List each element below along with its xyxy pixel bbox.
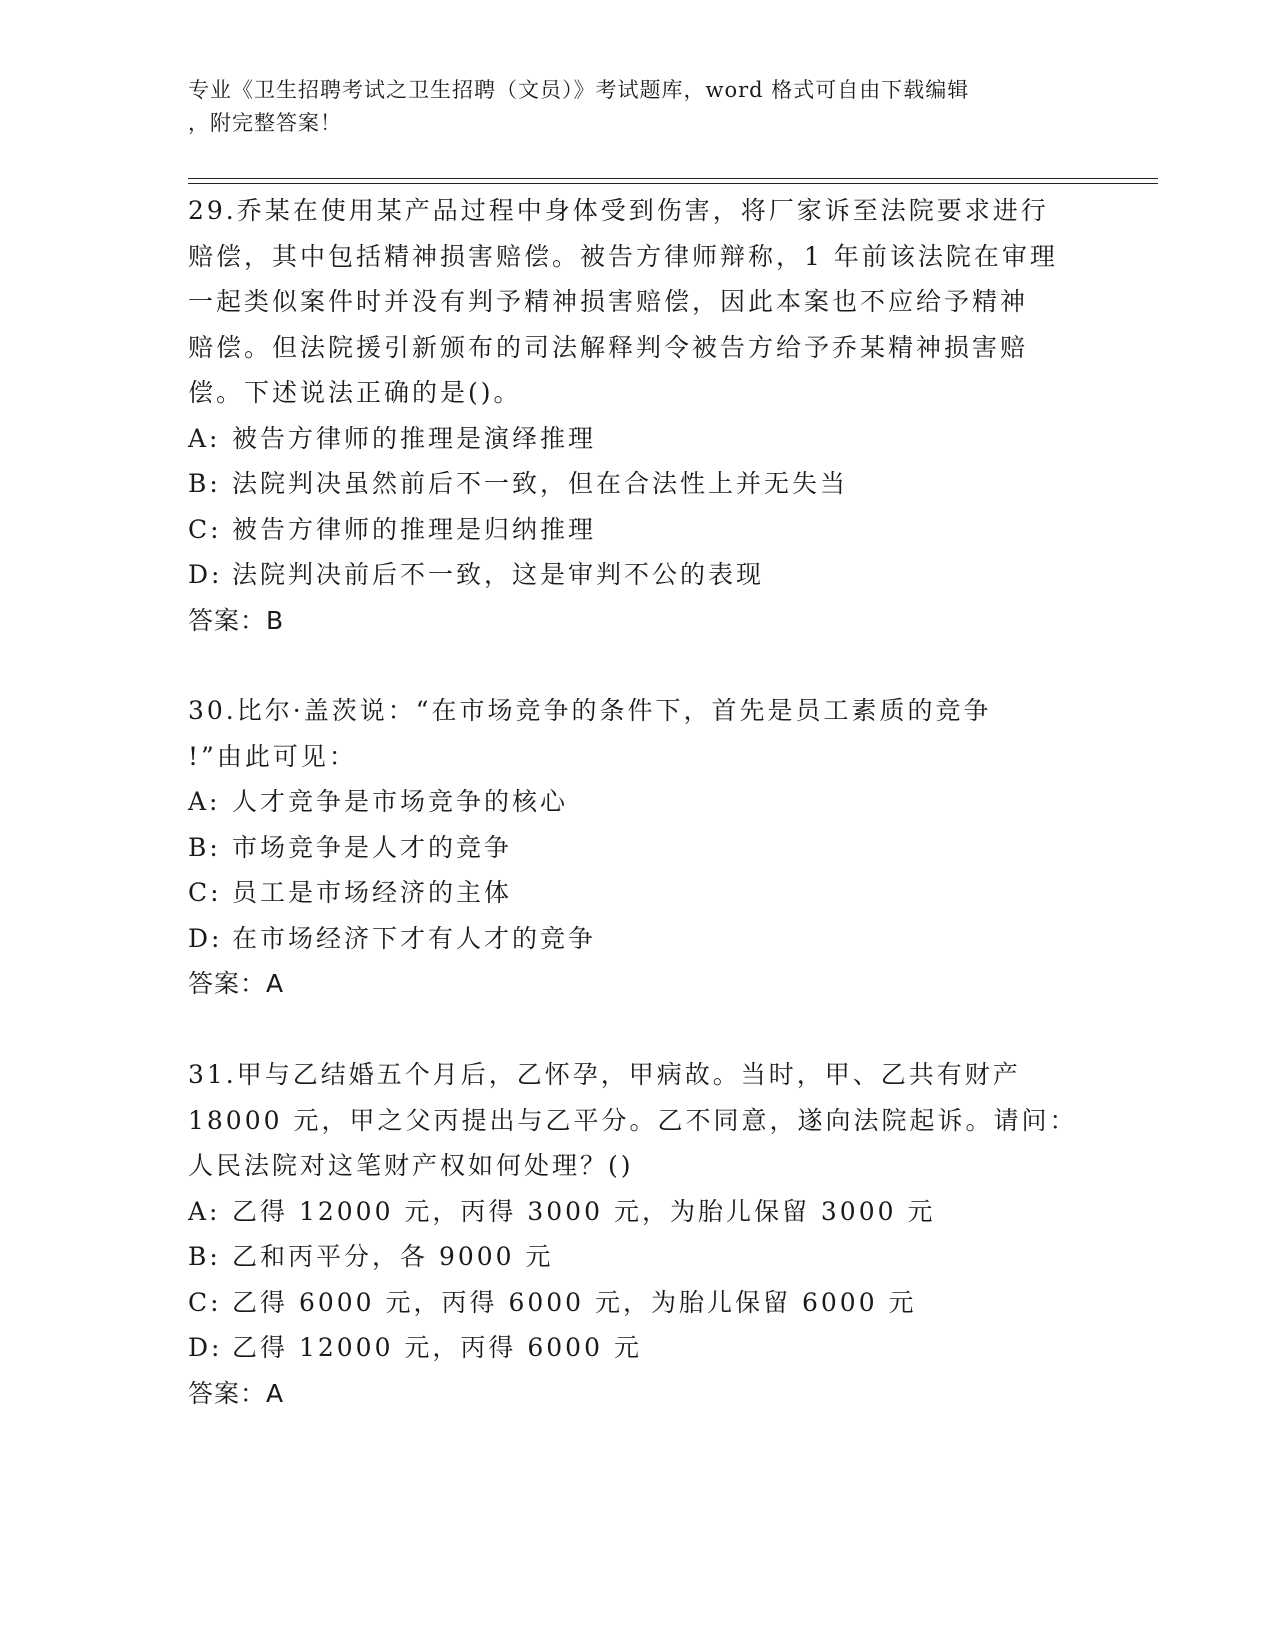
question-stem-line: 赔偿，其中包括精神损害赔偿。被告方律师辩称，1 年前该法院在审理 [188,241,1058,271]
option-text: 乙得 12000 元，丙得 6000 元 [232,1333,642,1362]
option-a [188,416,1088,462]
option-text: 乙和丙平分，各 9000 元 [232,1242,554,1271]
option-a [188,1189,1088,1235]
option-text: 法院判决虽然前后不一致，但在合法性上并无失当 [232,469,849,498]
option-key: D: [188,560,223,589]
option-key: A: [188,1196,221,1226]
option-text: 人才竞争是市场竞争的核心 [232,787,569,816]
answer-line: 答案：A [188,969,285,998]
header-line-2: ，附完整答案！ [188,111,342,135]
option-key: B: [188,1242,221,1271]
question-stem-line: !”由此可见： [188,741,357,771]
option-key: B: [188,469,221,498]
question-number: 30. [188,696,237,725]
option-b [188,825,1088,871]
document-header [188,74,1088,140]
question-stem-line: 18000 元，甲之父丙提出与乙平分。乙不同意，遂向法院起诉。请问： [188,1105,1078,1135]
question-number: 31. [188,1060,237,1089]
option-b [188,1234,1088,1280]
option-c [188,870,1088,916]
option-d [188,1325,1088,1371]
option-key: A: [188,423,221,453]
option-text: 市场竞争是人才的竞争 [232,832,513,862]
option-b [188,461,1088,507]
option-text: 被告方律师的推理是演绎推理 [232,423,597,453]
option-c [188,1280,1088,1326]
header-divider-thin [188,183,1158,184]
option-key: C: [188,878,222,907]
question-number: 29. [188,196,237,225]
question-stem-line: 31.甲与乙结婚五个月后，乙怀孕，甲病故。当时，甲、乙共有财产 [188,1060,1021,1089]
answer-line: 答案：A [188,1378,285,1408]
question-30 [188,688,1088,1007]
option-key: D: [188,1333,223,1362]
option-text: 在市场经济下才有人才的竞争 [232,923,597,953]
question-31 [188,1052,1088,1416]
option-c [188,507,1088,553]
question-stem-line: 赔偿。但法院援引新颁布的司法解释判令被告方给予乔某精神损害赔 [188,332,1029,362]
option-d [188,552,1088,598]
option-text: 被告方律师的推理是归纳推理 [232,514,597,544]
question-stem-line: 人民法院对这笔财产权如何处理？() [188,1151,634,1180]
option-key: A: [188,787,221,816]
option-key: C: [188,514,222,544]
option-key: C: [188,1287,222,1317]
option-text: 法院判决前后不一致，这是审判不公的表现 [232,560,765,589]
answer-line: 答案：B [188,605,285,635]
option-text: 员工是市场经济的主体 [232,878,513,907]
option-text: 乙得 12000 元，丙得 3000 元，为胎儿保留 3000 元 [232,1196,936,1226]
option-key: D: [188,923,223,953]
option-a [188,779,1088,825]
option-key: B: [188,832,221,862]
option-text: 乙得 6000 元，丙得 6000 元，为胎儿保留 6000 元 [232,1287,917,1317]
header-line-1: 专业《卫生招聘考试之卫生招聘（文员）》考试题库，word 格式可自由下载编辑 [188,78,970,102]
question-stem-line: 一起类似案件时并没有判予精神损害赔偿，因此本案也不应给予精神 [188,287,1029,316]
option-d [188,916,1088,962]
header-divider-thick [188,178,1158,179]
question-stem-line: 30.比尔·盖茨说：“在市场竞争的条件下，首先是员工素质的竞争 [188,696,992,725]
question-stem-line: 偿。下述说法正确的是()。 [188,378,522,407]
question-29 [188,188,1088,643]
question-stem-line: 29.乔某在使用某产品过程中身体受到伤害，将厂家诉至法院要求进行 [188,196,1049,225]
